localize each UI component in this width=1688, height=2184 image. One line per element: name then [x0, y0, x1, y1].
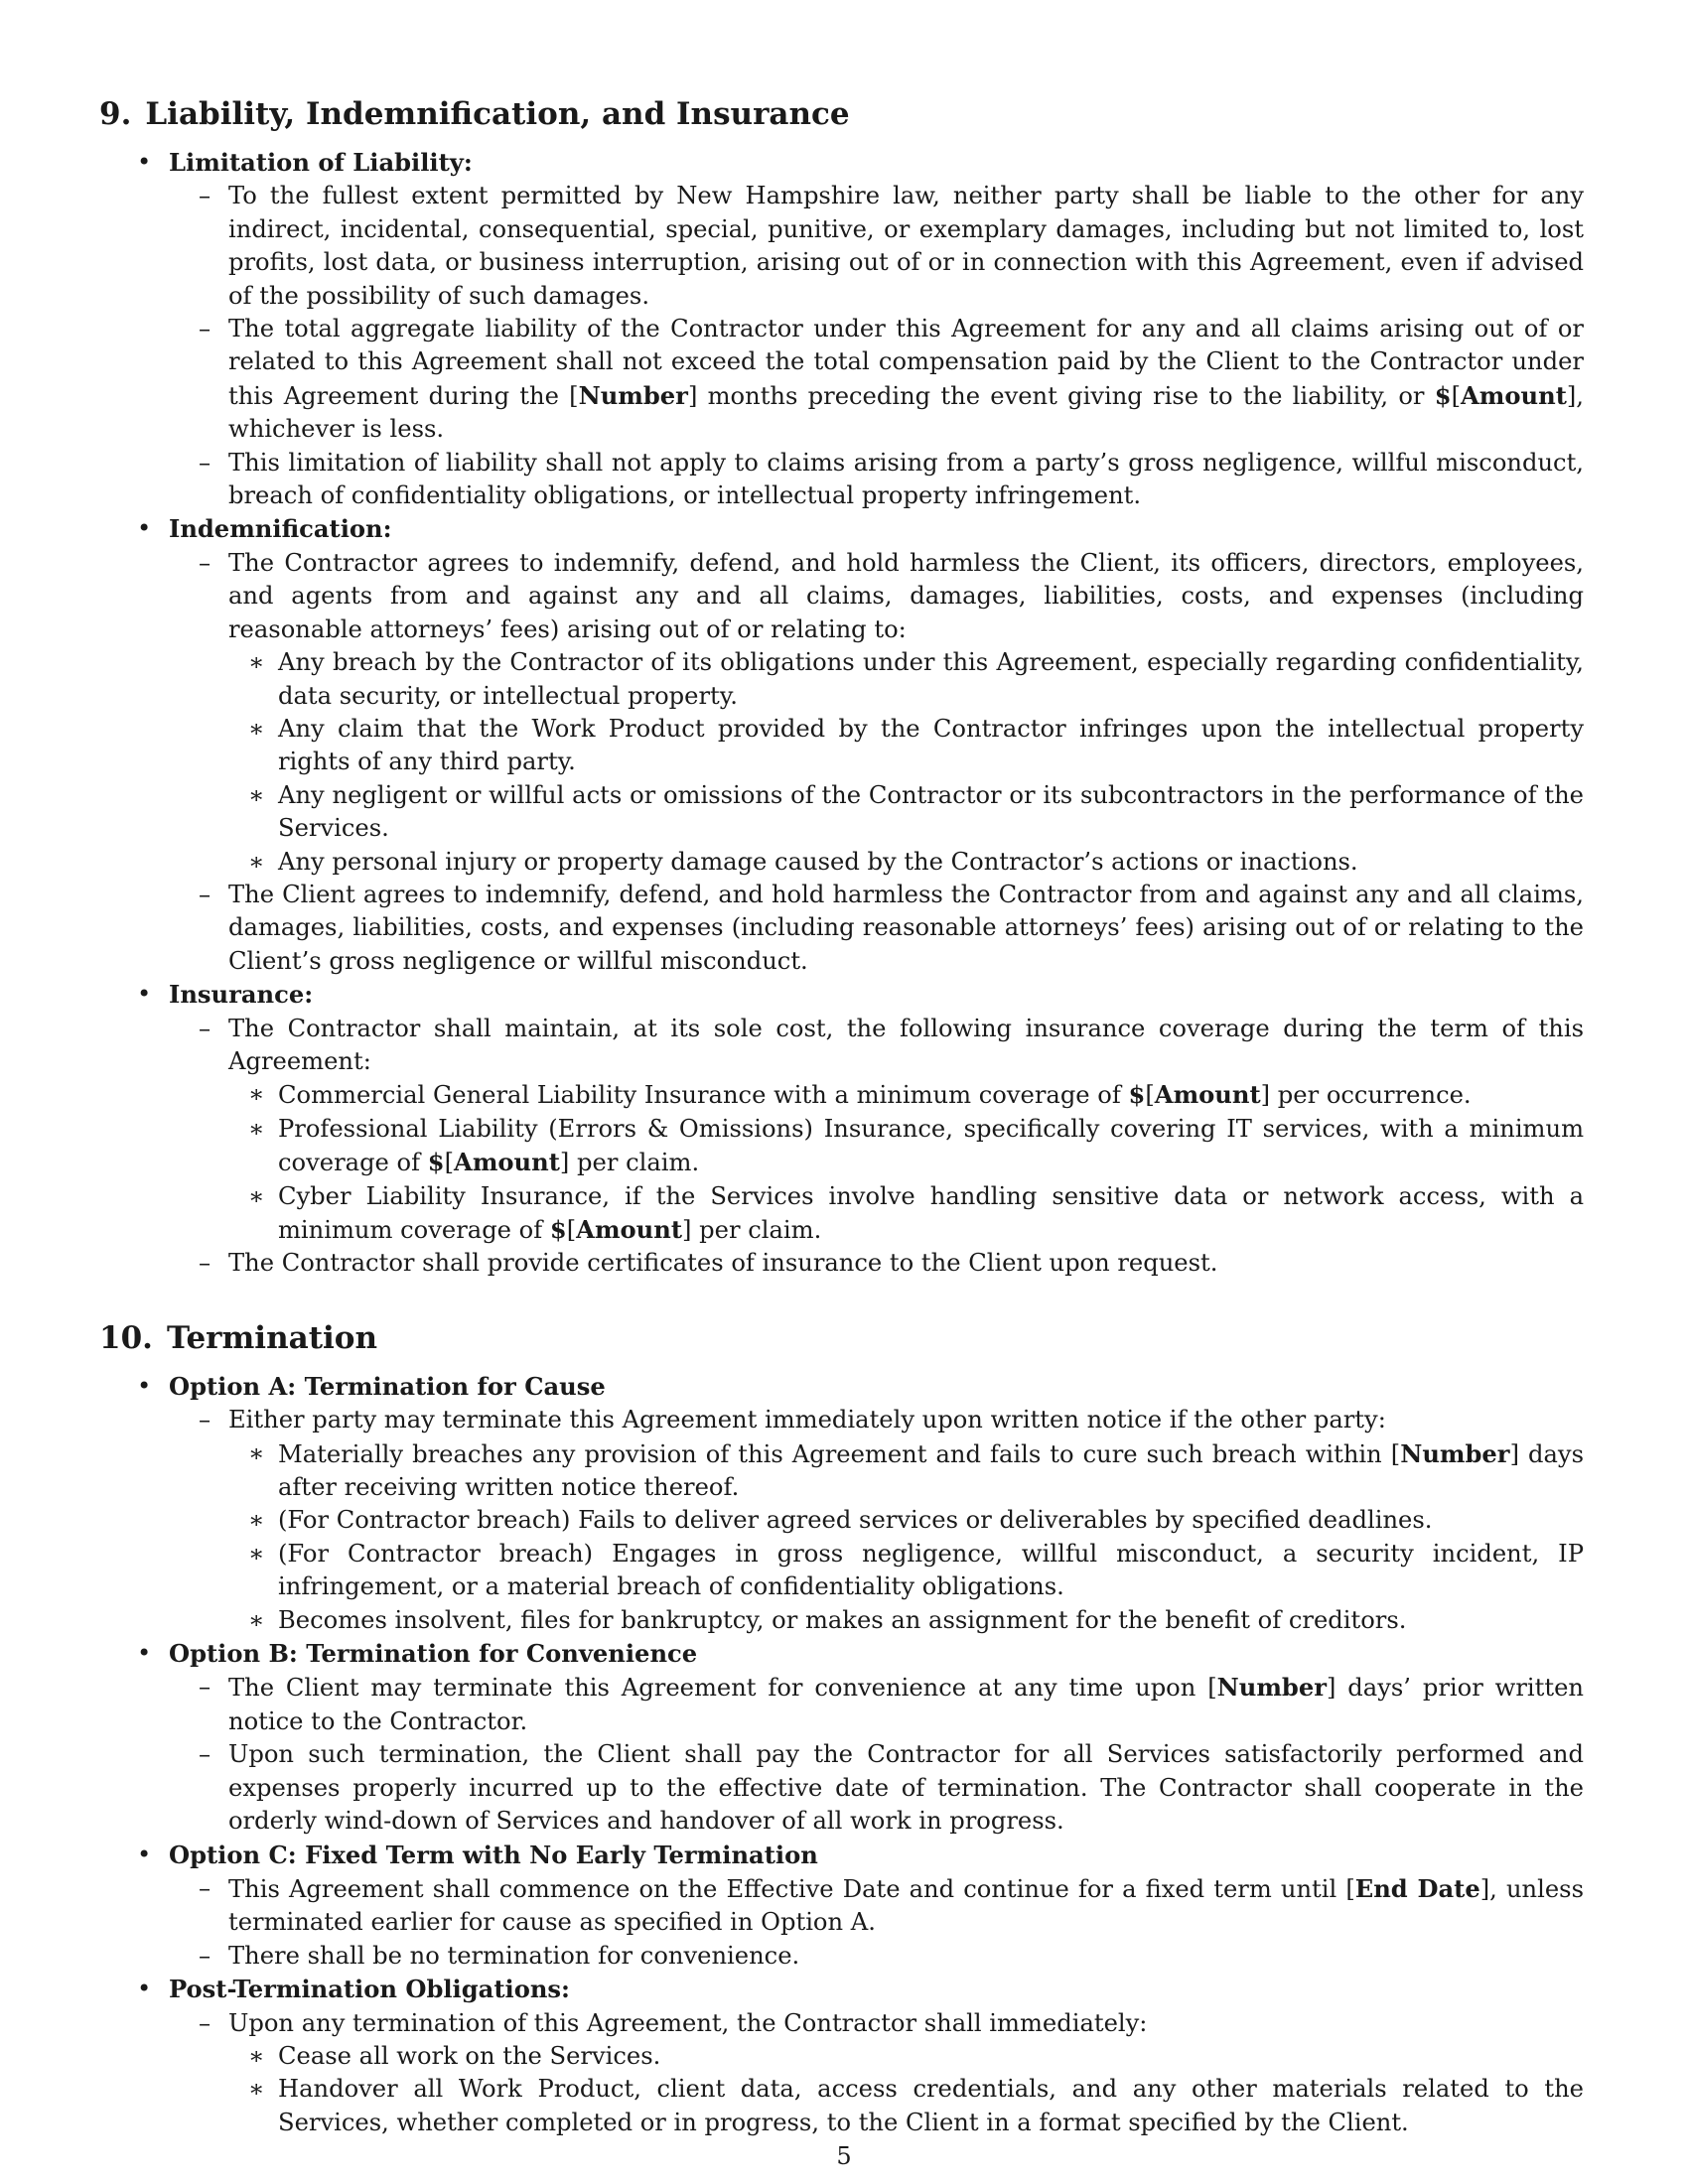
point-text: Any negligent or willful acts or omissions of the Contractor or its subcontractors in the performance of the Services. — [278, 780, 1584, 843]
subclause-text: The Contractor shall provide certificates of insurance to the Client upon request. — [228, 1249, 1218, 1278]
section — [99, 94, 1584, 1281]
clause-list — [99, 1370, 1584, 2139]
star-marker: ∗ — [248, 2041, 265, 2070]
subclause-item — [199, 447, 1584, 513]
subclause-item — [199, 1940, 1584, 1973]
subclause-list — [199, 1671, 1584, 1838]
point-text: (For Contractor breach) Fails to deliver agreed services or deliverables by specified deadlines. — [278, 1506, 1433, 1535]
subclause-list — [199, 2007, 1584, 2140]
clause-label: Insurance: — [169, 980, 314, 1010]
point-item — [248, 1437, 1585, 1505]
clause-item — [99, 1637, 1584, 1838]
dash-marker: – — [199, 448, 211, 477]
star-marker: ∗ — [248, 1539, 265, 1568]
point-text: Any personal injury or property damage caused by the Contractor’s actions or inactions. — [278, 847, 1358, 876]
bullet-marker: • — [137, 514, 152, 543]
point-text: Cease all work on the Services. — [278, 2041, 661, 2070]
star-marker: ∗ — [248, 2075, 265, 2104]
point-list — [248, 1078, 1584, 1247]
star-marker: ∗ — [248, 1080, 265, 1109]
subclause-text: This Agreement shall commence on the Effective Date and continue for a fixed term until [End Date], unless terminated earlier for cause as specified in Option A. — [228, 1873, 1584, 1937]
dash-marker: – — [199, 880, 211, 908]
page-number: 5 — [836, 2142, 852, 2170]
point-item — [248, 1604, 1584, 1637]
subclause-text: To the fullest extent permitted by New Hampshire law, neither party shall be liable to the other for any indirect, incidental, consequential, special, punitive, or exemplary damages, including but not limited to, lost profits, lost data, or business interruption, arising out of or in connection with this Agreement, even if advised of the possibility of such damages. — [228, 182, 1584, 310]
subclause-item — [199, 1247, 1584, 1280]
subclause-item — [199, 1671, 1584, 1738]
subclause-list — [199, 180, 1584, 512]
section — [99, 1318, 1584, 2139]
star-marker: ∗ — [248, 648, 265, 677]
star-marker: ∗ — [248, 1181, 265, 1210]
bullet-marker: • — [137, 1975, 152, 2003]
bullet-marker: • — [137, 148, 152, 176]
star-marker: ∗ — [248, 1114, 265, 1143]
dash-marker: – — [199, 548, 211, 577]
point-item — [248, 1504, 1584, 1537]
clause-item — [99, 512, 1584, 978]
subclause-item — [199, 180, 1584, 313]
subclause-item — [199, 879, 1584, 978]
dash-marker: – — [199, 1941, 211, 1970]
dash-marker: – — [199, 1014, 211, 1042]
subclause-text: The total aggregate liability of the Contractor under this Agreement for any and all claims arising out of or related to this Agreement shall not exceed the total compensation paid by the Client to the Contractor under this Agreement during the [Number] months preceding the event giving rise to the liability, or $[Amount], whichever is less. — [228, 315, 1584, 444]
star-marker: ∗ — [248, 780, 265, 809]
star-marker: ∗ — [248, 1506, 265, 1535]
point-text: Professional Liability (Errors & Omissions) Insurance, specifically covering IT services, with a minimum coverage of $[Amount] per claim. — [278, 1114, 1584, 1177]
subclause-text: Upon any termination of this Agreement, the Contractor shall immediately: — [228, 2008, 1148, 2037]
clause-label: Option B: Termination for Convenience — [169, 1639, 698, 1669]
subclause-item — [199, 1404, 1585, 1637]
star-marker: ∗ — [248, 847, 265, 876]
subclause-text: There shall be no termination for convenience. — [228, 1941, 800, 1970]
subclause-list — [199, 1872, 1584, 1973]
subclause-list — [199, 1404, 1585, 1637]
point-item — [248, 713, 1584, 779]
clause-item — [99, 978, 1584, 1281]
subclause-text: The Contractor agrees to indemnify, defend, and hold harmless the Client, its officers, directors, employees, and agents from and against any and all claims, damages, liabilities, costs, and expenses (including reasonable attorneys’ fees) arising out of or relating to: — [228, 548, 1584, 643]
clause-item — [99, 146, 1584, 512]
section-title: Termination — [166, 1319, 378, 1356]
point-text: Any claim that the Work Product provided by the Contractor infringes upon the intellectual property rights of any third party. — [278, 714, 1584, 776]
clause-label: Indemnification: — [169, 514, 392, 544]
point-text: Any breach by the Contractor of its obligations under this Agreement, especially regarding confidentiality, data security, or intellectual property. — [278, 648, 1584, 710]
sections-container — [99, 94, 1584, 2139]
clause-list — [99, 146, 1584, 1281]
point-item — [248, 1078, 1584, 1112]
point-list — [248, 1437, 1585, 1637]
subclause-text: Either party may terminate this Agreement immediately upon written notice if the other party: — [228, 1406, 1386, 1434]
dash-marker: – — [199, 315, 211, 343]
subclause-item — [199, 547, 1584, 879]
dash-marker: – — [199, 1249, 211, 1278]
point-item — [248, 2040, 1584, 2073]
section-number: 9. — [99, 96, 132, 132]
clause-label: Post-Termination Obligations: — [169, 1975, 570, 2004]
dash-marker: – — [199, 2008, 211, 2037]
clause-label: Limitation of Liability: — [169, 148, 473, 177]
dash-marker: – — [199, 1873, 211, 1902]
point-text: Becomes insolvent, files for bankruptcy, or makes an assignment for the benefit of creditors. — [278, 1605, 1407, 1634]
bullet-marker: • — [137, 980, 152, 1009]
subclause-item — [199, 313, 1584, 447]
star-marker: ∗ — [248, 714, 265, 743]
point-text: Handover all Work Product, client data, access credentials, and any other materials related to the Services, whether completed or in progress, to the Client in a format specified by the Client. — [278, 2075, 1584, 2136]
section-heading — [99, 94, 1584, 134]
point-list — [248, 646, 1584, 879]
point-text: Cyber Liability Insurance, if the Services involve handling sensitive data or network access, with a minimum coverage of $[Amount] per claim. — [278, 1181, 1584, 1244]
clause-label: Option C: Fixed Term with No Early Termination — [169, 1840, 818, 1869]
subclause-list — [199, 1013, 1584, 1281]
point-text: Commercial General Liability Insurance with a minimum coverage of $[Amount] per occurrence. — [278, 1080, 1472, 1110]
point-text: Materially breaches any provision of this Agreement and fails to cure such breach within [Number] days after receiving written notice thereof. — [278, 1438, 1585, 1502]
point-item — [248, 1538, 1584, 1604]
clause-item — [99, 1973, 1584, 2139]
star-marker: ∗ — [248, 1605, 265, 1634]
point-list — [248, 2040, 1584, 2139]
subclause-text: Upon such termination, the Client shall pay the Contractor for all Services satisfactorily performed and expenses properly incurred up to the effective date of termination. The Contractor shall cooperate in the orderly wind-down of Services and handover of all work in progress. — [228, 1740, 1584, 1836]
point-item — [248, 1180, 1584, 1248]
clause-label: Option A: Termination for Cause — [169, 1371, 606, 1401]
section-title: Liability, Indemnification, and Insurance — [145, 96, 850, 132]
subclause-text: This limitation of liability shall not apply to claims arising from a party’s gross negligence, willful misconduct, breach of confidentiality obligations, or intellectual property infringement. — [228, 448, 1584, 510]
subclause-item — [199, 2007, 1584, 2140]
point-item — [248, 646, 1584, 713]
dash-marker: – — [199, 1740, 211, 1769]
star-marker: ∗ — [248, 1438, 265, 1467]
section-number: 10. — [99, 1319, 153, 1356]
bullet-marker: • — [137, 1371, 152, 1400]
subclause-list — [199, 547, 1584, 978]
clause-item — [99, 1839, 1584, 1974]
subclause-item — [199, 1738, 1584, 1838]
dash-marker: – — [199, 182, 211, 210]
bullet-marker: • — [137, 1639, 152, 1668]
subclause-text: The Contractor shall maintain, at its sole cost, the following insurance coverage during the term of this Agreement: — [228, 1014, 1584, 1075]
subclause-item — [199, 1872, 1584, 1940]
clause-item — [99, 1370, 1584, 1637]
document-page — [99, 94, 1584, 2139]
dash-marker: – — [199, 1406, 211, 1434]
section-heading — [99, 1318, 1584, 1358]
point-item — [248, 2073, 1584, 2139]
dash-marker: – — [199, 1673, 211, 1702]
point-item — [248, 1113, 1584, 1180]
subclause-text: The Client may terminate this Agreement for convenience at any time upon [Number] days’ prior written notice to the Contractor. — [228, 1673, 1584, 1735]
subclause-text: The Client agrees to indemnify, defend, and hold harmless the Contractor from and against any and all claims, damages, liabilities, costs, and expenses (including reasonable attorneys’ fees) arising out of or relating to the Client’s gross negligence or willful misconduct. — [228, 880, 1584, 975]
point-item — [248, 779, 1584, 846]
point-item — [248, 846, 1584, 879]
point-text: (For Contractor breach) Engages in gross negligence, willful misconduct, a security incident, IP infringement, or a material breach of confidentiality obligations. — [278, 1539, 1584, 1601]
subclause-item — [199, 1013, 1584, 1248]
bullet-marker: • — [137, 1840, 152, 1868]
